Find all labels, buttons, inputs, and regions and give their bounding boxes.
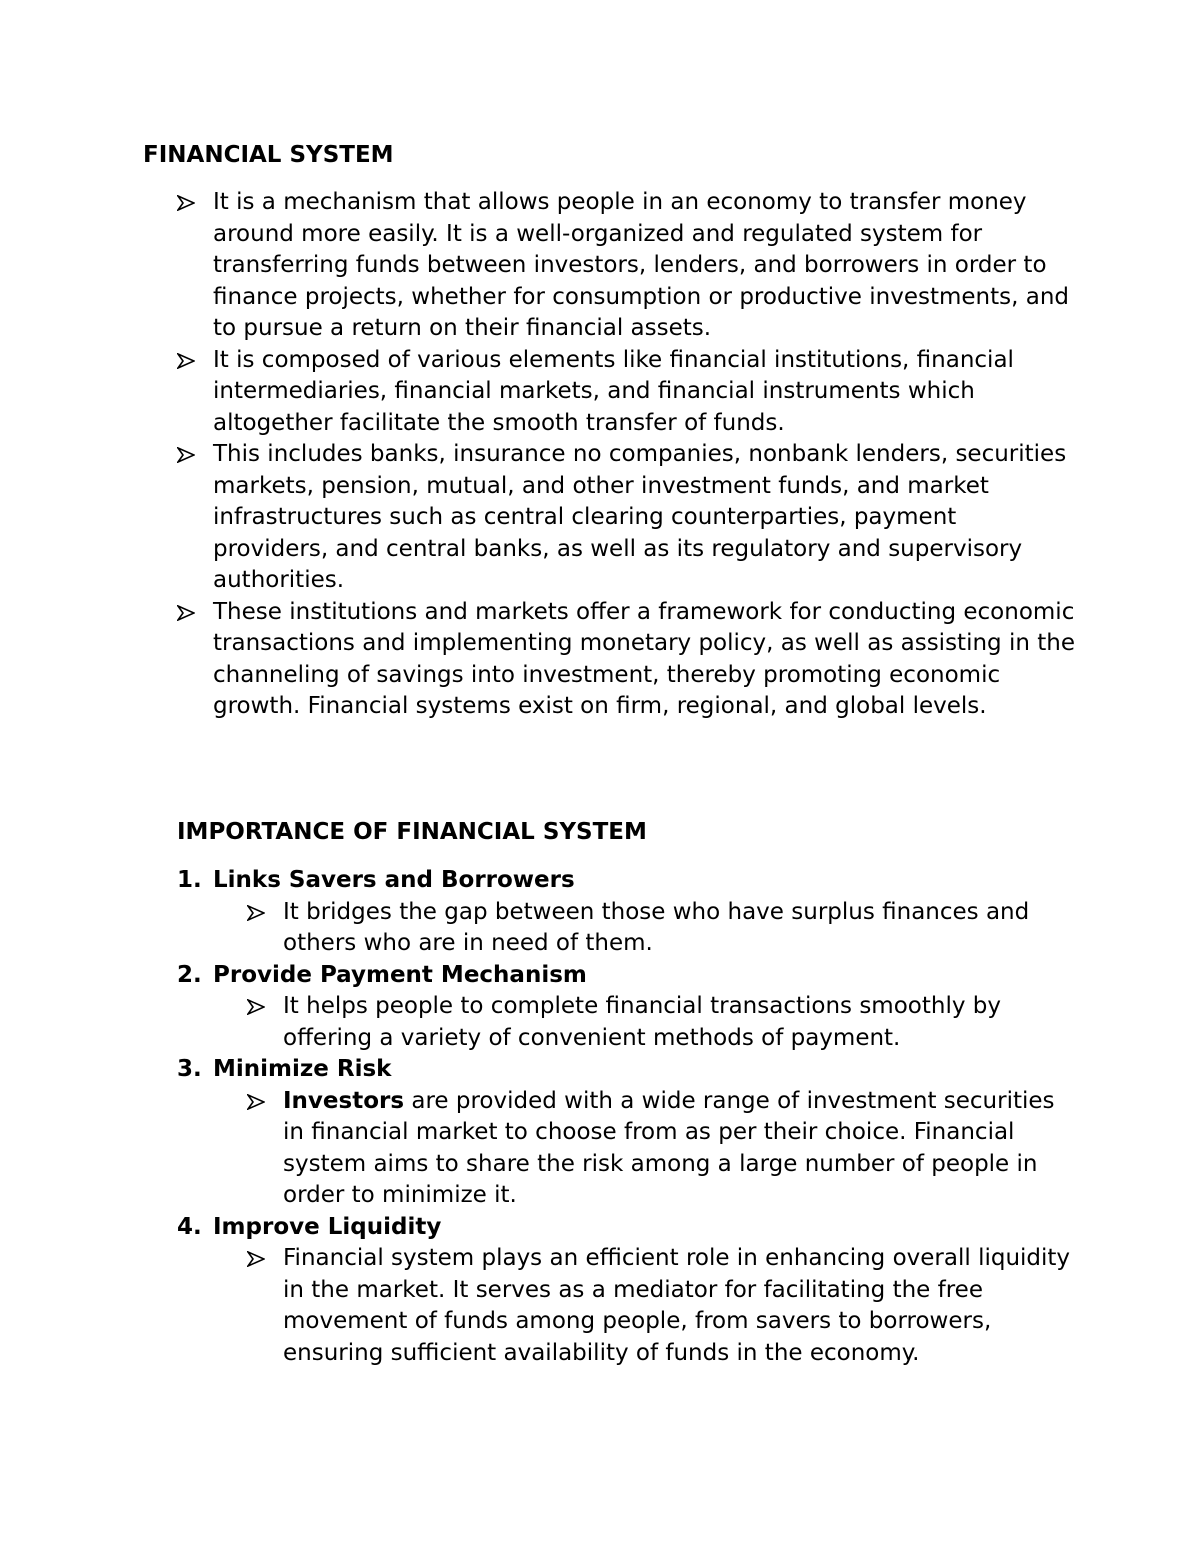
list-item bbox=[177, 187, 1077, 345]
bold-term: Investors bbox=[283, 1087, 405, 1114]
numbered-item-payment-mechanism bbox=[177, 960, 1077, 1055]
importance-numbered-list bbox=[177, 865, 1077, 1369]
item-heading: Improve Liquidity bbox=[213, 1213, 442, 1240]
numbered-item-minimize-risk bbox=[177, 1054, 1077, 1212]
item-number: 1. bbox=[177, 867, 202, 893]
item-number: 2. bbox=[177, 961, 202, 988]
arrowhead-bullet-icon bbox=[177, 447, 195, 463]
list-item bbox=[247, 1086, 1077, 1212]
bullet-text: Financial system plays an efficient role in enhancing overall liquidity in the market. It serves as a mediator for facilitating the free movement of funds among people, from savers to borrowers, ensuring sufficient availability of funds in the economy. bbox=[283, 1245, 1071, 1366]
numbered-item-links-savers bbox=[177, 865, 1077, 960]
arrowhead-bullet-icon bbox=[247, 1094, 265, 1110]
arrowhead-bullet-icon bbox=[177, 353, 195, 369]
section-title-importance: IMPORTANCE OF FINANCIAL SYSTEM bbox=[177, 819, 647, 845]
arrowhead-bullet-icon bbox=[247, 999, 265, 1015]
arrowhead-bullet-icon bbox=[247, 1251, 265, 1267]
list-item bbox=[177, 597, 1077, 723]
item-number: 3. bbox=[177, 1056, 202, 1082]
bullet-text: These institutions and markets offer a framework for conducting economic transactions and implementing monetary policy, as well as assisting in the channeling of savings into investment, thereby promoting economic growth. Financial systems exist on firm, regional, and global levels. bbox=[213, 598, 1075, 719]
list-item bbox=[247, 897, 1077, 960]
item-heading: Links Savers and Borrowers bbox=[213, 867, 575, 893]
bullet-text: It helps people to complete financial transactions smoothly by offering a variety of convenient methods of payment. bbox=[283, 993, 1001, 1051]
list-item bbox=[247, 991, 1077, 1054]
financial-system-bullet-list bbox=[177, 187, 1077, 723]
section-title-financial-system: FINANCIAL SYSTEM bbox=[143, 142, 394, 168]
numbered-item-improve-liquidity bbox=[177, 1212, 1077, 1370]
item-heading: Minimize Risk bbox=[213, 1056, 392, 1082]
list-item bbox=[177, 439, 1077, 597]
arrowhead-bullet-icon bbox=[177, 605, 195, 621]
arrowhead-bullet-icon bbox=[247, 905, 265, 921]
item-number: 4. bbox=[177, 1213, 202, 1240]
arrowhead-bullet-icon bbox=[177, 195, 195, 211]
bullet-text: This includes banks, insurance no companies, nonbank lenders, securities markets, pension, mutual, and other investment funds, and market infrastructures such as central clearing counterparties, payment providers, and central banks, as well as its regulatory and supervisory authorities. bbox=[213, 441, 1067, 593]
list-item bbox=[177, 345, 1077, 440]
bullet-text: It is composed of various elements like financial institutions, financial intermediaries, financial markets, and financial instruments which altogether facilitate the smooth transfer of funds. bbox=[213, 346, 1014, 436]
bullet-text: It is a mechanism that allows people in an economy to transfer money around more easily. It is a well-organized and regulated system for transferring funds between investors, lenders, and borrowers in order to finance projects, whether for consumption or productive investments, and to pursue a return on their financial assets. bbox=[213, 189, 1070, 341]
list-item bbox=[247, 1243, 1077, 1369]
bullet-text: It bridges the gap between those who have surplus finances and others who are in need of them. bbox=[283, 898, 1030, 956]
item-heading: Provide Payment Mechanism bbox=[213, 961, 587, 988]
bullet-text: are provided with a wide range of investment securities in financial market to choose from as per their choice. Financial system aims to share the risk among a large number of people in order to minimize it. bbox=[283, 1087, 1055, 1208]
